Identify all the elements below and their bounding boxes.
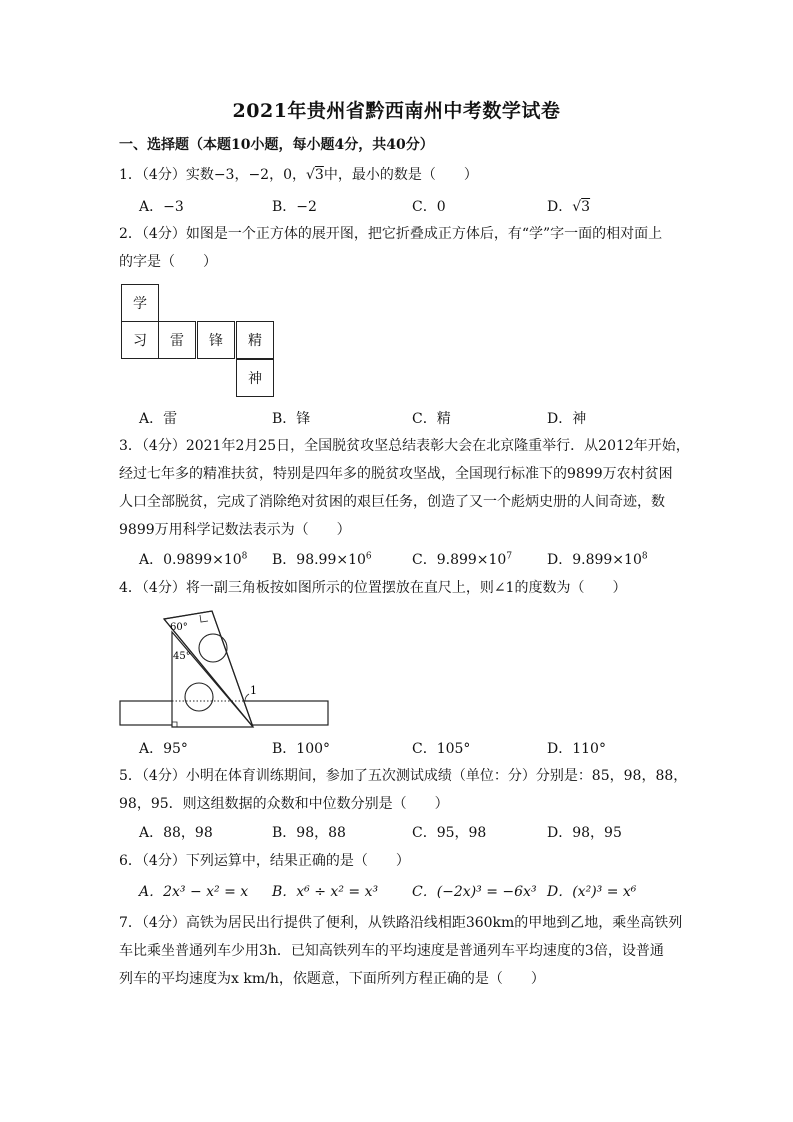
q5-option-c[interactable]: C．95，98	[412, 825, 487, 841]
q6-option-d[interactable]: D．(x²)³ = x⁶	[547, 884, 637, 900]
triangle-ruler-figure	[119, 606, 331, 730]
q6-option-a[interactable]: A．2x³ − x² = x	[139, 884, 249, 900]
angle-45-label: 45°	[173, 651, 191, 662]
q2-option-b[interactable]: B．锋	[272, 411, 311, 427]
q4-option-a[interactable]: A．95°	[139, 741, 188, 757]
q1-option-d[interactable]: D．√3	[547, 199, 591, 215]
q4-option-d[interactable]: D．110°	[547, 741, 606, 757]
question-4-stem: 4．（4分）将一副三角板按如图所示的位置摆放在直尺上，则∠1的度数为（ ）	[119, 580, 627, 596]
question-5-line-2: 98，95．则这组数据的众数和中位数分别是（ ）	[119, 796, 449, 812]
net-cell-shen: 神	[236, 359, 274, 397]
question-6-stem: 6．（4分）下列运算中，结果正确的是（ ）	[119, 853, 410, 869]
net-cell-lei: 雷	[158, 321, 196, 359]
net-cell-xue: 学	[121, 284, 159, 322]
net-cell-feng: 锋	[197, 321, 235, 359]
q5-option-a[interactable]: A．88，98	[139, 825, 213, 841]
angle-1-label: 1	[250, 684, 257, 697]
q3-option-a[interactable]: A．$0.9899\times 10^8$	[139, 551, 248, 568]
q2-option-d[interactable]: D．神	[547, 411, 587, 427]
angle-60-label: 60°	[170, 622, 188, 633]
q3-option-d[interactable]: D．$9.899\times 10^8$	[547, 551, 648, 568]
question-2-line-1: 2．（4分）如图是一个正方体的展开图，把它折叠成正方体后，有“学”字一面的相对面上	[119, 226, 663, 242]
net-cell-jing: 精	[236, 321, 274, 359]
q2-option-a[interactable]: A．雷	[139, 411, 178, 427]
q5-option-d[interactable]: D．98，95	[547, 825, 622, 841]
question-3-line-1: 3．（4分）2021年2月25日，全国脱贫攻坚总结表彰大会在北京隆重举行．从2012年开始，	[119, 438, 690, 454]
question-7-line-2: 车比乘坐普通列车少用3h．已知高铁列车的平均速度是普通列车平均速度的3倍，设普通	[119, 943, 664, 959]
q2-option-c[interactable]: C．精	[412, 411, 451, 427]
q3-option-b[interactable]: B．$98.99\times 10^6$	[272, 551, 372, 568]
q1-option-c[interactable]: C．0	[412, 199, 446, 215]
q1-option-a[interactable]: A．−3	[139, 199, 184, 215]
question-1-stem: 1．（4分）实数−3，−2，0，√3中，最小的数是（ ）	[119, 167, 478, 183]
q1-option-b[interactable]: B．−2	[272, 199, 317, 215]
question-2-line-2: 的字是（ ）	[119, 254, 217, 270]
q3-option-c[interactable]: C．$9.899\times 10^7$	[412, 551, 513, 568]
question-7-line-1: 7．（4分）高铁为居民出行提供了便利，从铁路沿线相距360km的甲地到乙地，乘坐高铁列	[119, 915, 683, 931]
section-heading: 一、选择题（本题10小题，每小题4分，共40分）	[119, 137, 434, 153]
q4-option-b[interactable]: B．100°	[272, 741, 331, 757]
net-cell-xi: 习	[121, 321, 159, 359]
question-3-line-2: 经过七年多的精准扶贫，特别是四年多的脱贫攻坚战，全国现行标准下的9899万农村贫困	[119, 466, 673, 482]
question-7-line-3: 列车的平均速度为x km/h，依题意，下面所列方程正确的是（ ）	[119, 971, 545, 987]
q6-option-c[interactable]: C．(−2x)³ = −6x³	[412, 884, 537, 900]
question-3-line-3: 人口全部脱贫，完成了消除绝对贫困的艰巨任务，创造了又一个彪炳史册的人间奇迹，数	[119, 494, 665, 510]
page-title: 2021年贵州省黔西南州中考数学试卷	[232, 100, 561, 122]
cube-net-figure	[119, 282, 275, 398]
question-3-line-4: 9899万用科学记数法表示为（ ）	[119, 522, 351, 538]
question-5-line-1: 5．（4分）小明在体育训练期间，参加了五次测试成绩（单位：分）分别是：85，98，88，	[119, 768, 688, 784]
q6-option-b[interactable]: B．x⁶ ÷ x² = x³	[272, 884, 379, 900]
q4-option-c[interactable]: C．105°	[412, 741, 471, 757]
q5-option-b[interactable]: B．98，88	[272, 825, 346, 841]
